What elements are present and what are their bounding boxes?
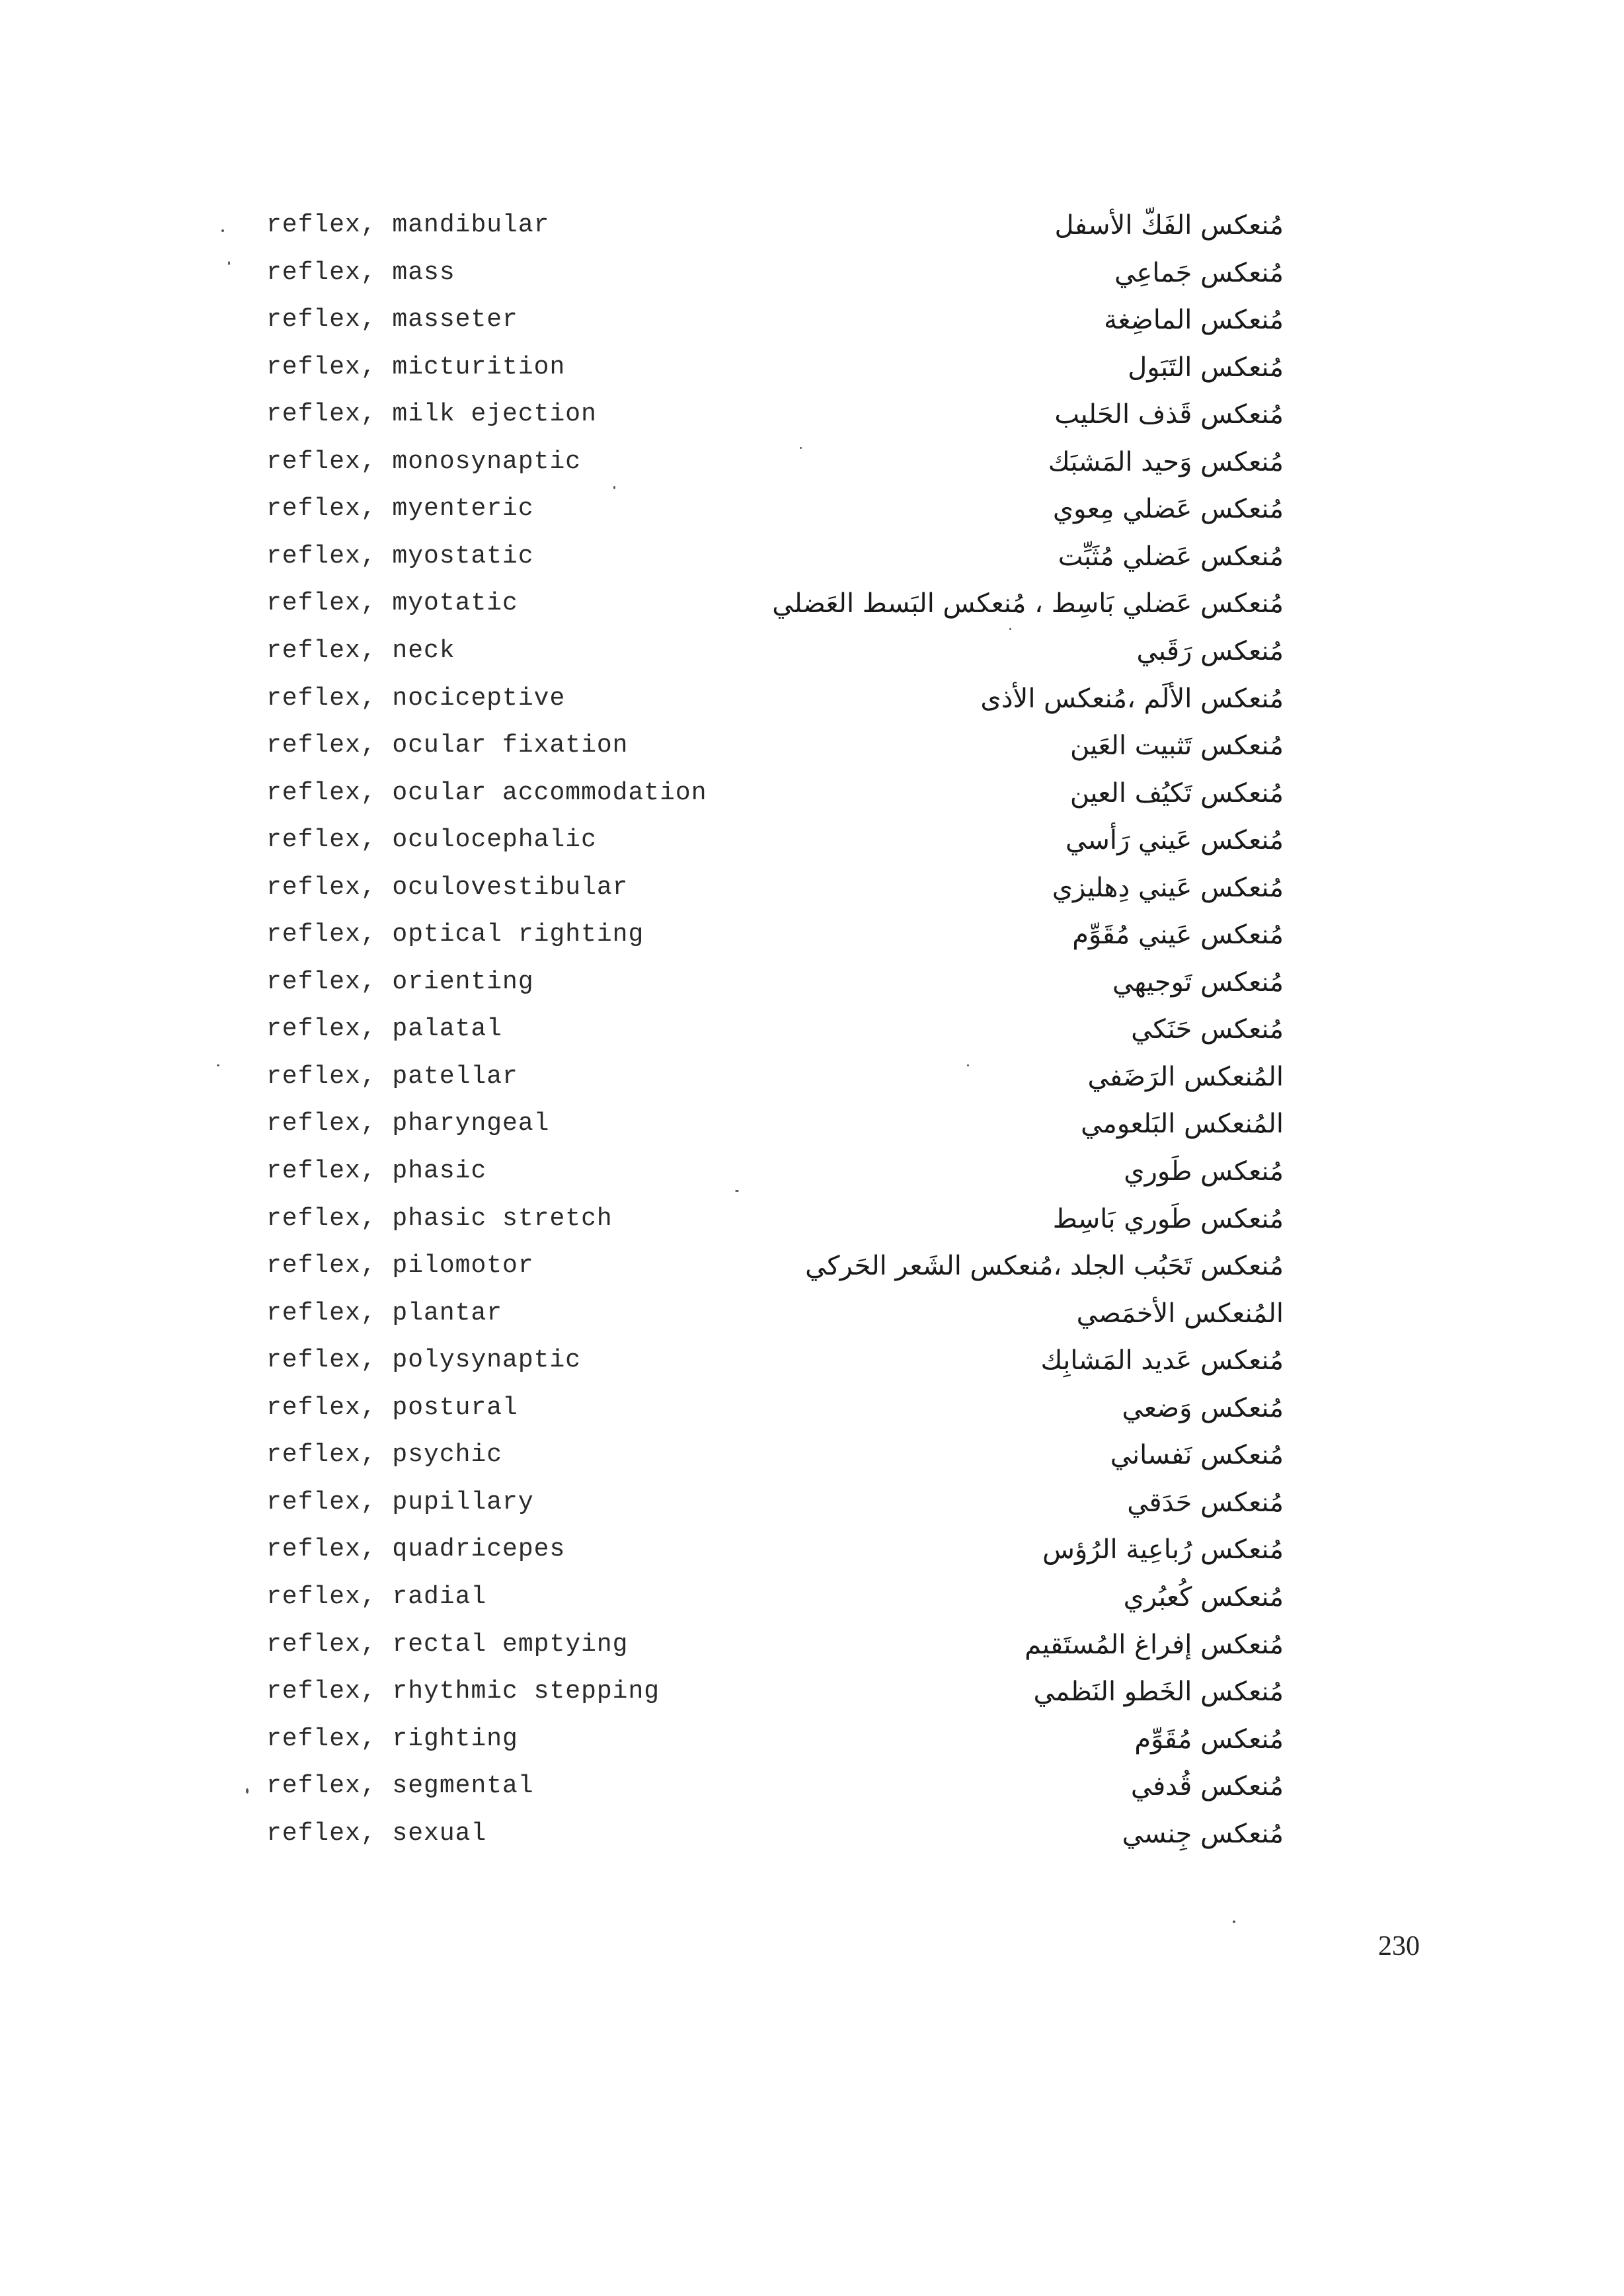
entry-english-term: reflex, rhythmic stepping bbox=[266, 1677, 660, 1706]
entry-english-term: reflex, oculocephalic bbox=[266, 826, 597, 854]
entry-row bbox=[0, 1762, 1624, 1810]
entry-row bbox=[0, 722, 1624, 770]
scan-speck bbox=[221, 229, 224, 232]
entry-arabic-term: مُنعكس جَماعِي bbox=[1114, 258, 1284, 288]
entry-row bbox=[0, 1716, 1624, 1763]
entry-row bbox=[0, 1148, 1624, 1195]
entry-row bbox=[0, 580, 1624, 627]
entry-row bbox=[0, 627, 1624, 675]
entry-row bbox=[0, 438, 1624, 486]
entry-row bbox=[0, 1337, 1624, 1384]
entry-row bbox=[0, 1053, 1624, 1101]
entry-english-term: reflex, neck bbox=[266, 637, 455, 665]
entry-row bbox=[0, 1668, 1624, 1716]
entry-arabic-term: مُنعكس مُقَوِّم bbox=[1134, 1724, 1284, 1755]
entry-english-term: reflex, mandibular bbox=[266, 211, 550, 239]
entry-row bbox=[0, 1526, 1624, 1573]
scan-speck bbox=[217, 1064, 219, 1066]
entry-arabic-term: مُنعكس الخَطو النَظمي bbox=[1033, 1677, 1284, 1707]
entry-arabic-term: مُنعكس تَحَبُب الجلد ،مُنعكس الشَعر الحَركي bbox=[805, 1251, 1284, 1281]
entry-english-term: reflex, phasic stretch bbox=[266, 1205, 613, 1233]
entry-english-term: reflex, orienting bbox=[266, 968, 534, 996]
entry-arabic-term: المُنعكس الأخمَصي bbox=[1076, 1298, 1284, 1329]
entry-arabic-term: مُنعكس عَضلي بَاسِط ، مُنعكس البَسط العَضلي bbox=[772, 588, 1284, 619]
entry-arabic-term: مُنعكس تَكيُف العين bbox=[1069, 778, 1284, 809]
entry-english-term: reflex, nociceptive bbox=[266, 684, 566, 713]
entry-arabic-term: مُنعكس نَفساني bbox=[1110, 1440, 1284, 1470]
entry-arabic-term: مُنعكس عَضلي مُثَبِّت bbox=[1058, 541, 1284, 572]
entry-arabic-term: مُنعكس التَبَول bbox=[1128, 352, 1284, 383]
entry-english-term: reflex, rectal emptying bbox=[266, 1630, 629, 1659]
entry-arabic-term: مُنعكس عَضلي مِعوي bbox=[1052, 494, 1284, 524]
entry-english-term: reflex, segmental bbox=[266, 1772, 534, 1800]
entry-english-term: reflex, phasic bbox=[266, 1157, 487, 1185]
entry-row bbox=[0, 1479, 1624, 1526]
entry-english-term: reflex, milk ejection bbox=[266, 400, 597, 428]
entry-english-term: reflex, plantar bbox=[266, 1299, 503, 1327]
entry-row bbox=[0, 344, 1624, 391]
entry-english-term: reflex, ocular fixation bbox=[266, 731, 629, 760]
entry-arabic-term: مُنعكس الماضِغة bbox=[1104, 305, 1284, 335]
entry-english-term: reflex, sexual bbox=[266, 1819, 487, 1848]
entry-row bbox=[0, 816, 1624, 864]
entry-arabic-term: مُنعكس عَيني دِهليزي bbox=[1052, 873, 1284, 903]
entry-arabic-term: المُنعكس البَلعومي bbox=[1081, 1109, 1284, 1139]
entry-row bbox=[0, 911, 1624, 959]
entry-row bbox=[0, 1573, 1624, 1621]
entry-arabic-term: مُنعكس الفَكّ الأسفل bbox=[1054, 210, 1284, 241]
entry-row bbox=[0, 1100, 1624, 1148]
entry-row bbox=[0, 1384, 1624, 1432]
scan-speck bbox=[1233, 1920, 1235, 1923]
entry-english-term: reflex, myostatic bbox=[266, 542, 534, 571]
entry-english-term: reflex, postural bbox=[266, 1394, 518, 1422]
entry-arabic-term: مُنعكس تَوجيهي bbox=[1112, 967, 1284, 998]
entry-arabic-term: المُنعكس الرَضَفي bbox=[1087, 1062, 1284, 1092]
page-number: 230 bbox=[1378, 1931, 1420, 1961]
scan-speck bbox=[967, 1064, 969, 1066]
entry-arabic-term: مُنعكس الألَم ،مُنعكس الأذى bbox=[980, 684, 1284, 714]
entry-english-term: reflex, polysynaptic bbox=[266, 1346, 582, 1374]
entry-english-term: reflex, oculovestibular bbox=[266, 873, 629, 902]
entry-arabic-term: مُنعكس جِنسي bbox=[1122, 1819, 1284, 1849]
entry-english-term: reflex, myenteric bbox=[266, 495, 534, 523]
entry-english-term: reflex, pupillary bbox=[266, 1488, 534, 1517]
scan-speck bbox=[246, 1788, 249, 1794]
entry-english-term: reflex, pilomotor bbox=[266, 1251, 534, 1280]
entry-row bbox=[0, 959, 1624, 1006]
entry-row bbox=[0, 1621, 1624, 1669]
entry-arabic-term: مُنعكس وَضعي bbox=[1122, 1393, 1284, 1423]
entry-row bbox=[0, 485, 1624, 533]
entry-english-term: reflex, myotatic bbox=[266, 589, 518, 617]
entry-arabic-term: مُنعكس حَنَكي bbox=[1131, 1014, 1284, 1045]
entry-arabic-term: مُنعكس تَثبيت العَين bbox=[1069, 731, 1284, 761]
entry-row bbox=[0, 249, 1624, 297]
entry-row bbox=[0, 770, 1624, 817]
entry-arabic-term: مُنعكس كُعبُري bbox=[1123, 1582, 1284, 1612]
entry-english-term: reflex, righting bbox=[266, 1725, 518, 1753]
entry-english-term: reflex, mass bbox=[266, 258, 455, 287]
scan-speck bbox=[613, 486, 615, 489]
entry-row bbox=[0, 391, 1624, 438]
entry-english-term: reflex, monosynaptic bbox=[266, 448, 582, 476]
entry-english-term: reflex, psychic bbox=[266, 1441, 503, 1469]
entry-row bbox=[0, 296, 1624, 344]
entry-row bbox=[0, 675, 1624, 723]
entry-english-term: reflex, ocular accommodation bbox=[266, 779, 707, 807]
scan-speck bbox=[800, 447, 802, 449]
entry-arabic-term: مُنعكس قَذف الحَليب bbox=[1054, 399, 1284, 430]
entry-row bbox=[0, 533, 1624, 580]
entry-arabic-term: مُنعكس عَيني مُقَوِّم bbox=[1072, 920, 1284, 950]
entry-arabic-term: مُنعكس رُباعِية الرُؤس bbox=[1042, 1534, 1284, 1565]
entry-english-term: reflex, masseter bbox=[266, 305, 518, 334]
entry-arabic-term: مُنعكس إفراغ المُستَقيم bbox=[1025, 1630, 1284, 1660]
entry-row bbox=[0, 1006, 1624, 1053]
entry-arabic-term: مُنعكس عَديد المَشابِك bbox=[1040, 1345, 1284, 1376]
entry-arabic-term: مُنعكس رَقَبي bbox=[1136, 636, 1284, 666]
entry-row bbox=[0, 1195, 1624, 1243]
entry-arabic-term: مُنعكس طَوري bbox=[1124, 1156, 1284, 1187]
entry-row bbox=[0, 1810, 1624, 1858]
entry-english-term: reflex, optical righting bbox=[266, 920, 644, 949]
entry-arabic-term: مُنعكس وَحيد المَشبَك bbox=[1048, 447, 1284, 477]
entry-english-term: reflex, patellar bbox=[266, 1062, 518, 1091]
entry-row bbox=[0, 202, 1624, 249]
entry-arabic-term: مُنعكس طَوري بَاسِط bbox=[1052, 1204, 1284, 1234]
entry-english-term: reflex, pharyngeal bbox=[266, 1109, 550, 1138]
entry-row bbox=[0, 1290, 1624, 1337]
scan-speck bbox=[735, 1190, 739, 1192]
entry-arabic-term: مُنعكس قُدفي bbox=[1130, 1771, 1284, 1801]
scan-speck bbox=[1009, 628, 1011, 630]
entry-row bbox=[0, 1242, 1624, 1290]
entry-row bbox=[0, 1431, 1624, 1479]
entry-row bbox=[0, 864, 1624, 912]
entry-english-term: reflex, radial bbox=[266, 1583, 487, 1611]
entry-english-term: reflex, palatal bbox=[266, 1015, 503, 1043]
entry-english-term: reflex, quadricepes bbox=[266, 1535, 566, 1564]
scan-speck bbox=[228, 261, 230, 265]
entry-arabic-term: مُنعكس حَدَقي bbox=[1127, 1487, 1284, 1518]
entry-arabic-term: مُنعكس عَيني رَأسي bbox=[1065, 825, 1284, 855]
entry-english-term: reflex, micturition bbox=[266, 353, 566, 381]
